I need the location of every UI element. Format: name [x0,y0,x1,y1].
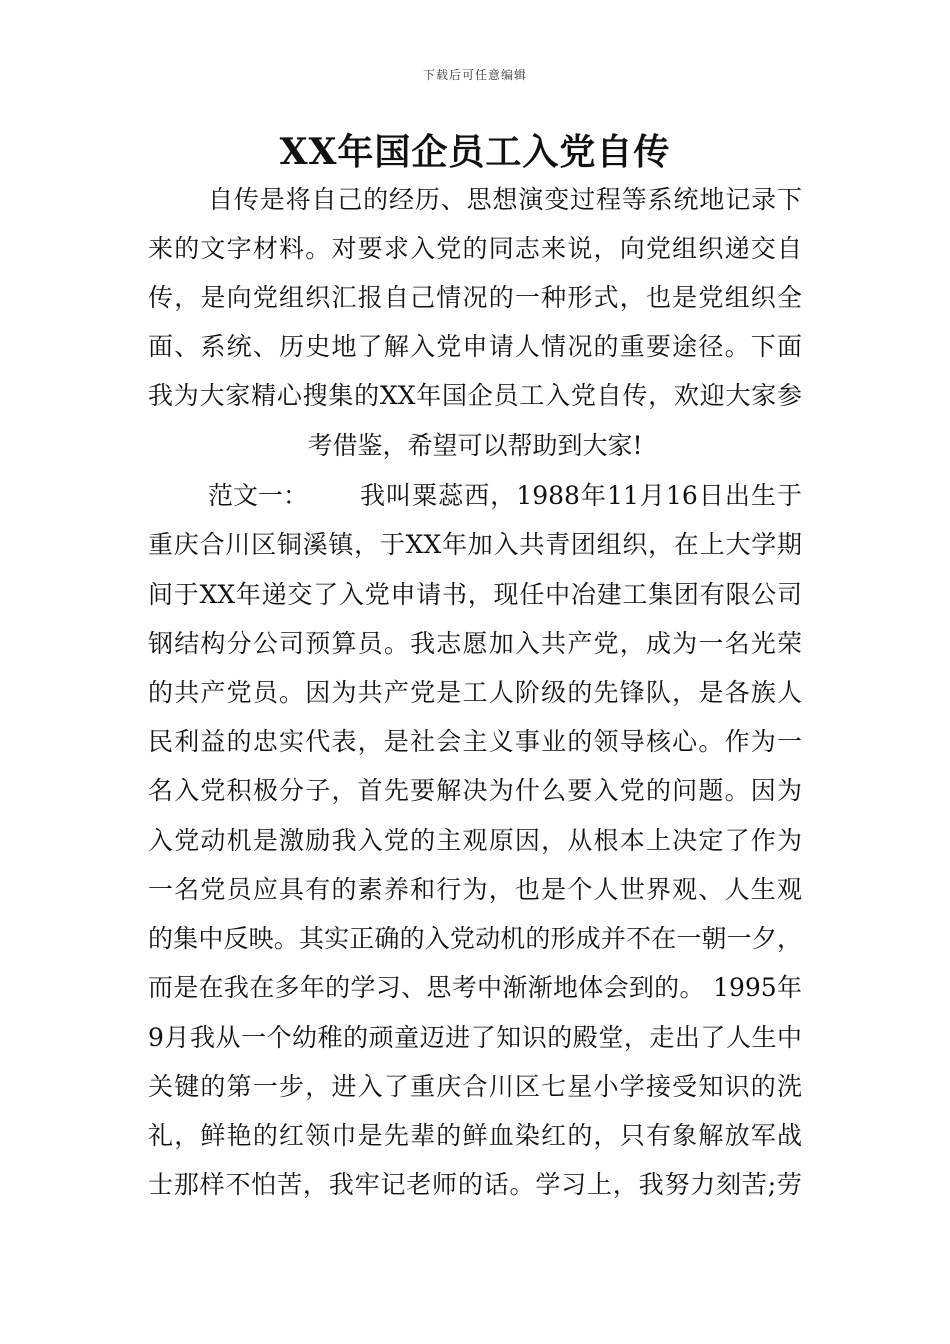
sample-first-line: 我叫粟蕊西，1988年11月16日出生于 [360,481,802,510]
body-line: 关键的第一步，进入了重庆合川区七星小学接受知识的洗 [148,1072,802,1101]
sample-label: 范文一： [208,481,309,510]
intro-line: 面、系统、历史地了解入党申请人情况的重要途径。下面 [148,332,802,361]
intro-line: 自传是将自己的经历、思想演变过程等系统地记录下 [208,185,802,214]
body-line: 重庆合川区铜溪镇，于XX年加入共青团组织，在上大学期 [148,530,802,559]
body-line: 而是在我在多年的学习、思考中渐渐地体会到的。 1995年 [148,973,802,1002]
header-note: 下载后可任意编辑 [422,68,527,82]
intro-line: 考借鉴，希望可以帮助到大家! [307,431,643,460]
body-line: 名入党积极分子，首先要解决为什么要入党的问题。因为 [148,776,802,805]
document-title: XX年国企员工入党自传 [279,131,671,173]
body-line: 9月我从一个幼稚的顽童迈进了知识的殿堂，走出了人生中 [148,1023,802,1052]
body-line: 钢结构分公司预算员。我志愿加入共产党，成为一名光荣 [148,629,802,658]
body-line: 的集中反映。其实正确的入党动机的形成并不在一朝一夕， [148,924,802,953]
body-line: 礼，鲜艳的红领巾是先辈的鲜血染红的，只有象解放军战 [148,1121,802,1150]
intro-line: 传，是向党组织汇报自己情况的一种形式，也是党组织全 [148,283,802,312]
body-line: 士那样不怕苦，我牢记老师的话。学习上，我努力刻苦;劳 [148,1170,802,1199]
body-line: 间于XX年递交了入党申请书，现任中冶建工集团有限公司 [148,580,802,609]
intro-line: 我为大家精心搜集的XX年国企员工入党自传，欢迎大家参 [148,381,802,410]
body-line: 一名党员应具有的素养和行为，也是个人世界观、人生观 [148,875,802,904]
intro-line: 来的文字材料。对要求入党的同志来说，向党组织递交自 [148,234,802,263]
body-line: 的共产党员。因为共产党是工人阶级的先锋队，是各族人 [148,678,802,707]
body-line: 入党动机是激励我入党的主观原因，从根本上决定了作为 [148,826,802,855]
body-line: 民利益的忠实代表，是社会主义事业的领导核心。作为一 [148,727,802,756]
